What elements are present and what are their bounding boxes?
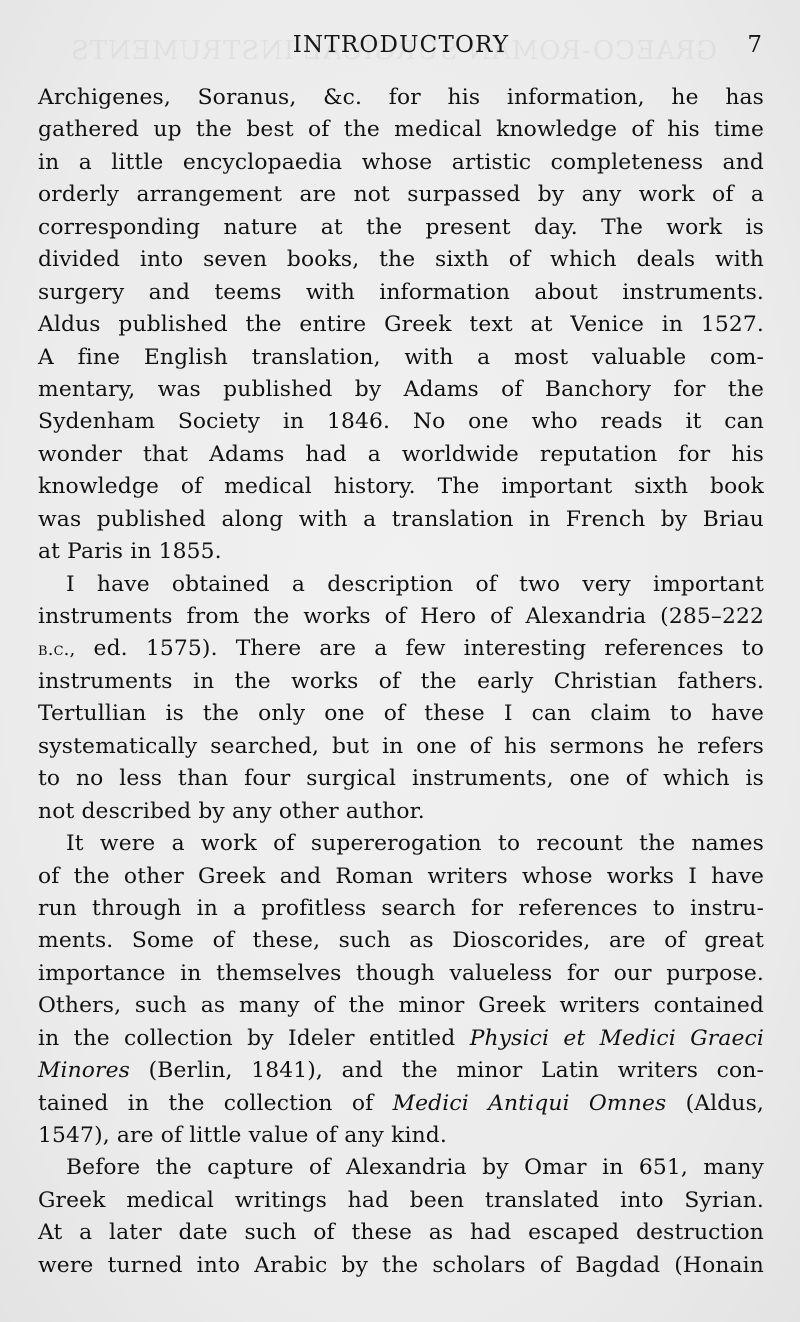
text-line: of the other Greek and Roman writers whose works I have — [38, 863, 764, 889]
paragraph-2 — [38, 569, 764, 829]
text-fragment: ed. 1575). There are a few interesting references to — [93, 636, 764, 662]
text-line: Others, such as many of the minor Greek writers contained — [38, 993, 764, 1019]
text-line — [38, 1088, 764, 1120]
text-line: 1547), are of little value of any kind. — [38, 1123, 447, 1148]
text-line: not described by any other author. — [38, 798, 425, 824]
running-title: INTRODUCTORY — [292, 32, 510, 58]
page-header — [38, 30, 764, 66]
text-line: Archigenes, Soranus, &c. for his information, he has — [38, 85, 764, 110]
text-line: run through in a profitless search for references to instru- — [38, 895, 764, 921]
body-text — [38, 82, 764, 1282]
page-number: 7 — [747, 32, 762, 58]
text-line — [38, 1055, 764, 1087]
text-line: instruments in the works of the early Christian fathers. — [38, 668, 764, 694]
text-line: orderly arrangement are not surpassed by any work of a — [38, 182, 764, 208]
text-line: A fine English translation, with a most valuable com- — [38, 344, 764, 370]
text-line: I have obtained a description of two very important — [66, 571, 764, 597]
text-line: At a later date such of these as had escaped destruction — [38, 1220, 764, 1246]
text-line: Tertullian is the only one of these I can claim to have — [38, 701, 764, 727]
text-line: corresponding nature at the present day. The work is — [38, 214, 764, 240]
text-line: was published along with a translation in French by Briau — [38, 506, 764, 532]
text-fragment: in the collection by Ideler entitled — [38, 1025, 456, 1051]
text-line: Greek medical writings had been translated into Syrian. — [38, 1187, 764, 1213]
italic-title: Physici et Medici Graeci — [469, 1025, 765, 1051]
text-line: It were a work of supererogation to recount the names — [66, 831, 764, 857]
text-line — [38, 633, 764, 665]
text-line: to no less than four surgical instruments, one of which is — [38, 766, 764, 792]
paragraph-4 — [38, 1152, 764, 1282]
text-line: gathered up the best of the medical knowledge of his time — [38, 117, 764, 143]
paragraph-3 — [38, 828, 764, 1152]
italic-title: Minores — [38, 1058, 131, 1084]
text-line: systematically searched, but in one of his sermons he refers — [38, 733, 764, 759]
text-line: Sydenham Society in 1846. No one who reads it can — [38, 409, 764, 435]
text-line: divided into seven books, the sixth of which deals with — [38, 247, 764, 273]
text-line: in a little encyclopaedia whose artistic completeness and — [38, 149, 764, 175]
text-line: wonder that Adams had a worldwide reputation for his — [38, 441, 764, 467]
text-line: at Paris in 1855. — [38, 539, 222, 565]
text-fragment: (Berlin, 1841), and the minor Latin writers con- — [148, 1058, 764, 1084]
text-line: Aldus published the entire Greek text at Venice in 1527. — [38, 312, 764, 338]
text-fragment: tained in the collection of — [38, 1090, 374, 1116]
text-line: Before the capture of Alexandria by Omar in 651, many — [66, 1155, 764, 1181]
text-line: surgery and teems with information about instruments. — [38, 279, 764, 305]
text-line: knowledge of medical history. The important sixth book — [38, 474, 764, 500]
paragraph-1 — [38, 82, 764, 569]
text-line: ments. Some of these, such as Dioscorides, are of great — [38, 928, 764, 954]
text-line: mentary, was published by Adams of Banchory for the — [38, 376, 764, 402]
text-fragment: (Aldus, — [685, 1090, 764, 1116]
text-line: importance in themselves though valueless for our purpose. — [38, 960, 764, 986]
text-line — [38, 1023, 764, 1055]
bc-abbreviation: b.c., — [38, 639, 76, 661]
text-line: instruments from the works of Hero of Alexandria (285–222 — [38, 604, 764, 629]
text-line: were turned into Arabic by the scholars of Bagdad (Honain — [38, 1252, 764, 1278]
italic-title: Medici Antiqui Omnes — [392, 1090, 667, 1116]
